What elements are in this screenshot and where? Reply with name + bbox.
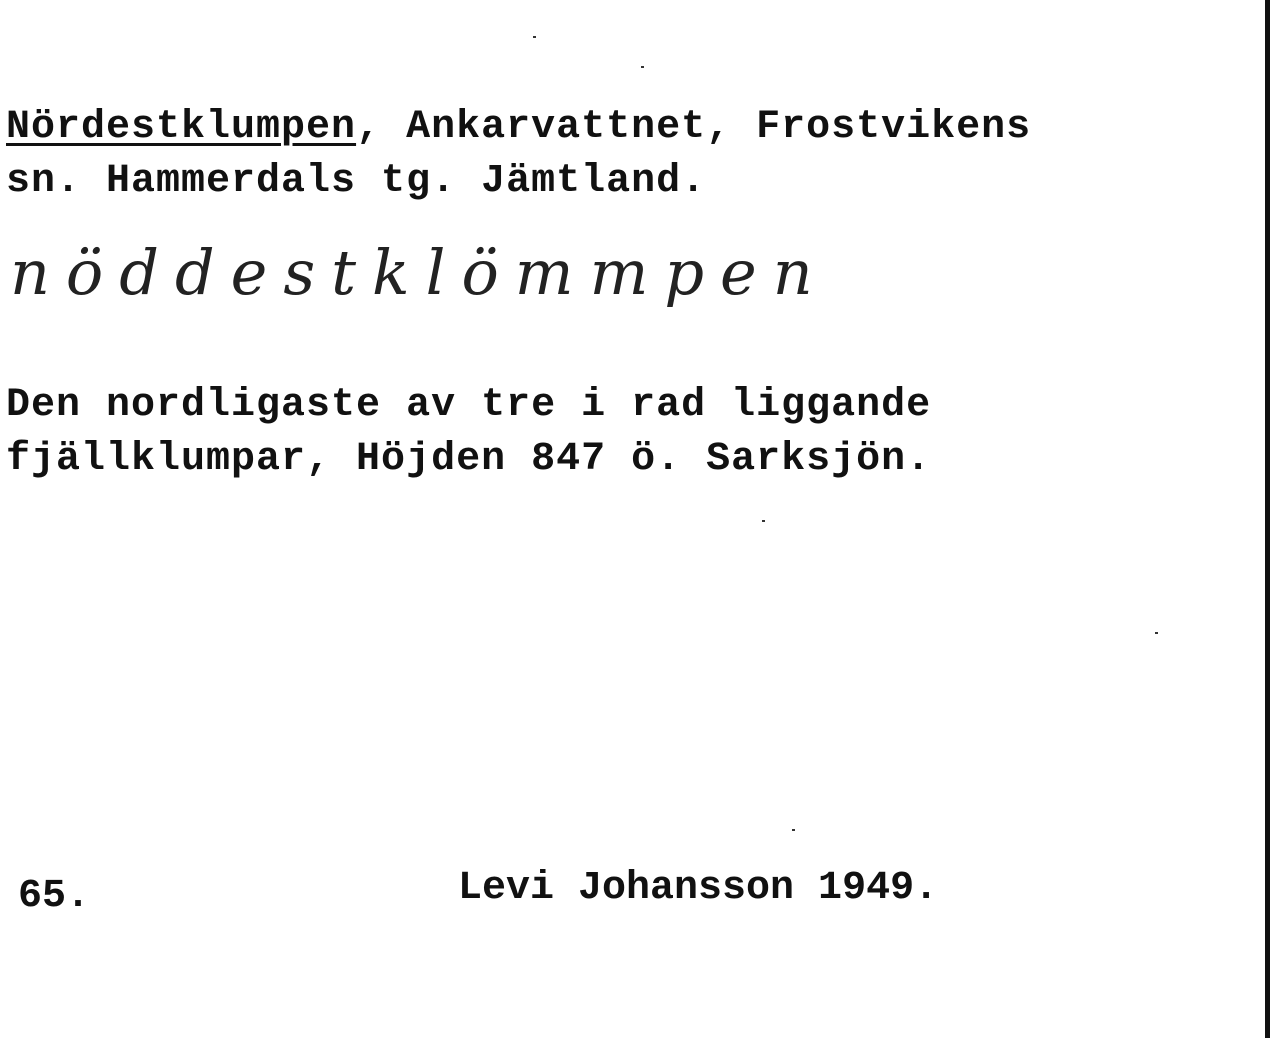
- paper-speck: [533, 36, 536, 38]
- location-text: , Ankarvattnet, Frostvikens: [356, 105, 1032, 150]
- headword: Nördestklumpen: [6, 105, 357, 150]
- paper-speck: [762, 520, 765, 522]
- phonetic-transcription: nöddestklömmpen: [10, 236, 829, 309]
- heading-line: [6, 104, 1031, 152]
- author-signature: Levi Johansson 1949.: [458, 866, 939, 911]
- description-line-1: Den nordligaste av tre i rad liggande: [6, 383, 932, 428]
- parish-line: sn. Hammerdals tg. Jämtland.: [6, 159, 707, 204]
- paper-speck: [641, 66, 644, 68]
- card-number: 65.: [18, 874, 91, 919]
- description-line-2: fjällklumpar, Höjden 847 ö. Sarksjön.: [6, 437, 932, 482]
- paper-speck: [792, 829, 795, 831]
- card-edge-line: [1265, 0, 1270, 1038]
- paper-speck: [1155, 632, 1158, 634]
